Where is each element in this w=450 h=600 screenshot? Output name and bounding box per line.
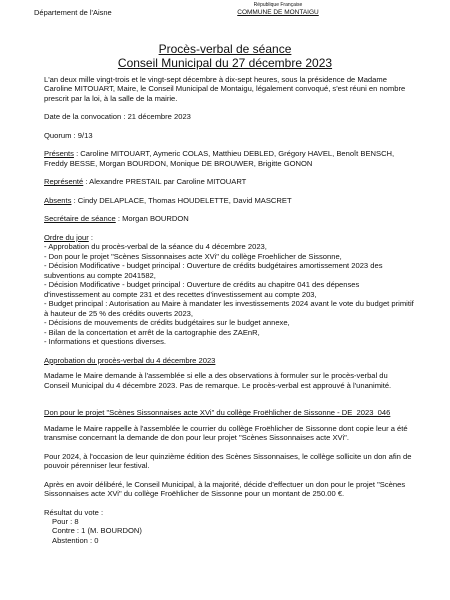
vote-pour: Pour : 8 [52,516,79,526]
section-2-paragraph-2: Pour 2024, à l'occasion de leur quinzième édition des Scènes Sissonnaises, le collège sollicite un don afin de pouvoir pérenniser leur festival. [44,451,412,471]
absents-text: : Cindy DELAPLACE, Thomas HOUDELETTE, David MASCRET [71,195,292,205]
section-2-paragraph-1: Madame le Maire rappelle à l'assemblée le courrier du collège Froëhlicher de Sissonne dont copie leur a été transmise concernant la demande de don pour leur projet "Scènes Sissonnaises acte XVi". [44,423,408,443]
convocation-date: Date de la convocation : 21 décembre 2023 [44,112,191,122]
republic-header [218,3,338,16]
represente-text: : Alexandre PRESTAIL par Caroline MITOUART [83,177,247,187]
secretaire-text: : Morgan BOURDON [115,214,189,224]
agenda-item: - Décision Modificative - budget principal : Ouverture de crédits budgétaires amortissement 2023 des subventions au compte 2041582, [44,261,383,280]
agenda-item: - Bilan de la concertation et arrêt de la cartographie des ZAEnR, [44,327,260,337]
vote-label: Résultat du vote : [44,507,104,517]
quorum: Quorum : 9/13 [44,130,93,140]
agenda-item: - Don pour le projet "Scènes Sissonnaises acte XVi" du collège Froehlicher de Sissonne, [44,251,342,261]
title-line-2: Conseil Municipal du 27 décembre 2023 [117,55,333,70]
agenda-item: - Informations et questions diverses. [44,337,166,347]
presents-label: Présents [44,149,74,159]
agenda-suffix: : [88,232,93,242]
agenda-item: - Budget principal : Autorisation au Maire à mandater les investissements 2024 avant le vote du budget primitif à hauteur de 25 % des crédits ouverts 2023, [44,299,414,318]
intro-paragraph: L'an deux mille vingt-trois et le vingt-sept décembre à dix-sept heures, sous la présidence de Madame Caroline MITOUART, Maire, le Conseil Municipal de Montaigu, légalement convoqué, s'est réuni en nombre prescrit par la loi, à la salle de la mairie. [44,75,406,103]
title-line-1: Procès-verbal de séance [158,42,292,56]
document-title [0,43,450,71]
represente-paragraph [44,177,414,186]
document-body [44,75,414,545]
section-1-text: Madame le Maire demande à l'assemblée si elle a des observations à formuler sur le procès-verbal du Conseil Municipal du 4 décembre 2023. Pas de remarque. Le procès-verbal est approuvé à l'unanimité. [44,371,392,390]
absents-label: Absents [44,195,72,205]
section-2-heading: Don pour le projet "Scènes Sissonnaises acte XVi" du collège Froëhlicher de Sissonne - DE_2023_046 [44,408,391,418]
represente-label: Représenté [44,177,84,187]
department-label: Département de l'Aisne [34,8,112,17]
agenda-item: - Décision Modificative - budget principal : Ouverture de crédits au chapitre 041 des dépenses d'investissement au compte 231 et des recettes d'investissement au compte 203, [44,280,360,299]
agenda-item: - Décisions de mouvements de crédits budgétaires sur le budget annexe, [44,318,290,328]
agenda-label: Ordre du jour [44,232,89,242]
secretaire-label: Secrétaire de séance [44,214,116,224]
agenda-heading [44,233,414,242]
secretaire-paragraph [44,214,414,223]
commune-label: COMMUNE DE MONTAIGU [237,8,319,16]
vote-abstention: Abstention : 0 [52,535,99,545]
presents-text: : Caroline MITOUART, Aymeric COLAS, Matthieu DEBLED, Grégory HAVEL, Benoît BENSCH, Freddy BESSE, Morgan BOURDON, Monique DE BROUWER, Brigitte GONON [44,149,395,168]
section-1-heading: Approbation du procès-verbal du 4 décembre 2023 [44,355,216,365]
absents-paragraph [44,196,414,205]
agenda-item: - Approbation du procès-verbal de la séance du 4 décembre 2023, [44,242,267,252]
vote-contre: Contre : 1 (M. BOURDON) [52,526,142,536]
section-2-paragraph-3: Après en avoir délibéré, le Conseil Municipal, à la majorité, décide d'effectuer un don pour le projet "Scènes Sissonnaises acte XVi" du collège Froëhlicher de Sissonne pour un montant de 250.00 €. [44,479,406,499]
presents-paragraph [44,149,414,168]
republic-label: République Française [253,2,303,8]
